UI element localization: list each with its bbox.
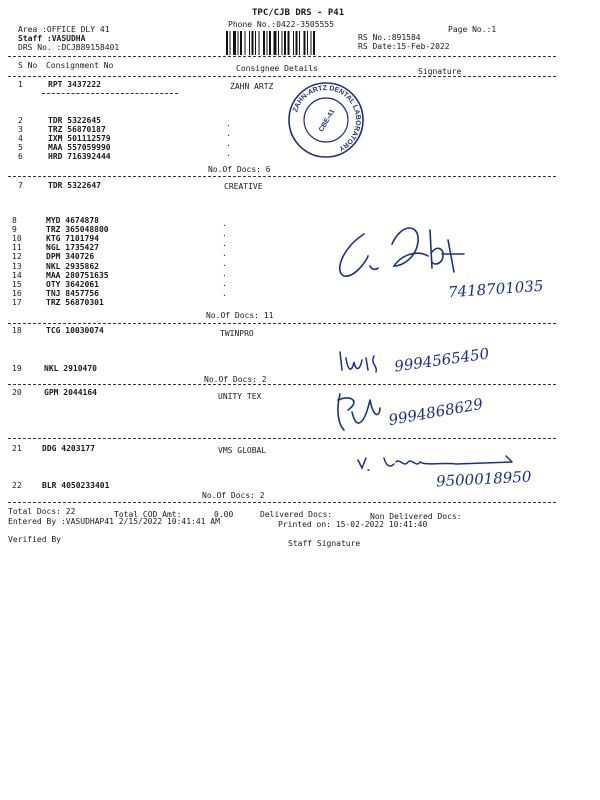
dot: .: [226, 149, 231, 158]
row-sno: 15: [12, 280, 22, 289]
docs-count: No.Of Docs: 6: [208, 165, 271, 174]
row-sno: 19: [12, 364, 22, 373]
handwritten-phone: 7418701035: [447, 276, 544, 302]
consignment-number: OTY 3642061: [46, 280, 99, 289]
divider: [8, 176, 556, 177]
rs-date: RS Date:15-Feb-2022: [358, 42, 450, 51]
row-sno: 7: [18, 181, 23, 190]
row-sno: 17: [12, 298, 22, 307]
dot: .: [222, 289, 227, 298]
consignment-number: HRD 716392444: [48, 152, 111, 161]
consignee-name: CREATIVE: [224, 182, 263, 191]
dot: .: [222, 229, 227, 238]
consignee-name: UNITY TEX: [218, 392, 262, 401]
row-sno: 8: [12, 216, 17, 225]
row-sno: 22: [12, 481, 22, 490]
consignment-number: KTG 7101794: [46, 234, 99, 243]
dot: .: [222, 249, 227, 258]
consignment-number: MAA 557059990: [48, 143, 111, 152]
svg-text:CBE-41: CBE-41: [318, 108, 337, 134]
consignment-number: MYD 4674878: [46, 216, 99, 225]
handwritten-signature: [334, 390, 384, 434]
staff-signature: Staff Signature: [288, 539, 361, 548]
consignment-number: NGL 1735427: [46, 243, 99, 252]
row-sno: 16: [12, 289, 22, 298]
row-sno: 4: [18, 134, 23, 143]
barcode: [226, 31, 356, 55]
divider: [8, 502, 556, 503]
row-sno: 12: [12, 252, 22, 261]
row-sno: 5: [18, 143, 23, 152]
row-sno: 21: [12, 444, 22, 453]
dot: .: [226, 119, 231, 128]
divider: [8, 323, 556, 324]
divider: [42, 93, 178, 94]
divider: [8, 438, 556, 439]
non-delivered-docs: Non Delivered Docs:: [370, 512, 462, 521]
consignment-number: BLR 4050233401: [42, 481, 110, 490]
row-sno: 14: [12, 271, 22, 280]
divider: [8, 384, 556, 385]
handwritten-phone: 9994868629: [387, 394, 485, 430]
row-sno: 3: [18, 125, 23, 134]
phone-number: Phone No.:0422-3505555: [228, 20, 334, 29]
consignment-number: DDG 4203177: [42, 444, 95, 453]
dot: .: [226, 129, 231, 138]
area-label: Area :OFFICE DLY 41: [18, 25, 110, 34]
verified-by: Verified By: [8, 535, 61, 544]
consignment-number: TCG 10030074: [46, 326, 104, 335]
col-consignee: Consignee Details: [236, 64, 318, 73]
consignment-number: TNJ 8457756: [46, 289, 99, 298]
divider: [8, 56, 556, 57]
total-cod-value: 0.00: [214, 510, 234, 519]
drs-number: DRS No. :DCJB89158401: [18, 43, 120, 52]
dot: .: [226, 139, 231, 148]
consignment-number: RPT 3437222: [48, 80, 101, 89]
consignment-number: IXM 501112579: [48, 134, 111, 143]
dot: .: [222, 219, 227, 228]
docs-count: No.Of Docs: 2: [202, 491, 265, 500]
printed-on: Printed on: 15-02-2022 10:41:40: [278, 520, 428, 529]
col-signature: Signature: [418, 67, 462, 76]
row-sno: 1: [18, 80, 23, 89]
row-sno: 9: [12, 225, 17, 234]
dot: .: [222, 239, 227, 248]
svg-text:ZAHN-ARTZ DENTAL LABORATORY: ZAHN-ARTZ DENTAL LABORATORY: [292, 84, 362, 152]
consignment-number: TRZ 56870187: [48, 125, 106, 134]
consignee-name: TWINPRO: [220, 329, 254, 338]
divider: [8, 76, 556, 77]
row-sno: 20: [12, 388, 22, 397]
consignment-number: NKL 2910470: [44, 364, 97, 373]
col-sno: S No: [18, 61, 38, 70]
row-sno: 2: [18, 116, 23, 125]
total-cod-label: Total COD Amt:: [114, 510, 182, 519]
rs-number: RS No.:891584: [358, 33, 421, 42]
total-docs: Total Docs: 22: [8, 507, 76, 516]
docs-count: No.Of Docs: 11: [206, 311, 274, 320]
consignment-number: GPM 2044164: [44, 388, 97, 397]
delivered-docs: Delivered Docs:: [260, 510, 333, 519]
row-sno: 10: [12, 234, 22, 243]
document-title: TPC/CJB DRS - P41: [252, 8, 345, 18]
dot: .: [222, 259, 227, 268]
row-sno: 18: [12, 326, 22, 335]
row-sno: 6: [18, 152, 23, 161]
page-number: Page No.:1: [448, 25, 497, 34]
consignee-name: ZAHN ARTZ: [230, 82, 274, 91]
consignment-number: TDR 5322647: [48, 181, 101, 190]
consignment-number: TRZ 365048800: [46, 225, 109, 234]
docs-count: No.Of Docs: 2: [204, 375, 267, 384]
consignment-number: TDR 5322645: [48, 116, 101, 125]
dot: .: [222, 269, 227, 278]
entered-by: Entered By :VASUDHAP41 2/15/2022 10:41:41 AM: [8, 517, 220, 526]
handwritten-phone: 9994565450: [393, 344, 491, 376]
handwritten-signature: [332, 214, 472, 284]
consignment-number: MAA 280751635: [46, 271, 109, 280]
row-sno: 11: [12, 243, 22, 252]
dot: .: [222, 279, 227, 288]
staff-label: Staff :VASUDHA: [18, 34, 86, 43]
consignment-number: TRZ 56870301: [46, 298, 104, 307]
row-sno: 13: [12, 262, 22, 271]
consignee-name: VMS GLOBAL: [218, 446, 267, 455]
col-consignment: Consignment No: [46, 61, 114, 70]
company-stamp: [286, 80, 366, 160]
handwritten-phone: 9500018950: [435, 467, 532, 491]
consignment-number: DPM 340726: [46, 252, 95, 261]
handwritten-signature: [336, 348, 396, 378]
consignment-number: NKL 2935862: [46, 262, 99, 271]
